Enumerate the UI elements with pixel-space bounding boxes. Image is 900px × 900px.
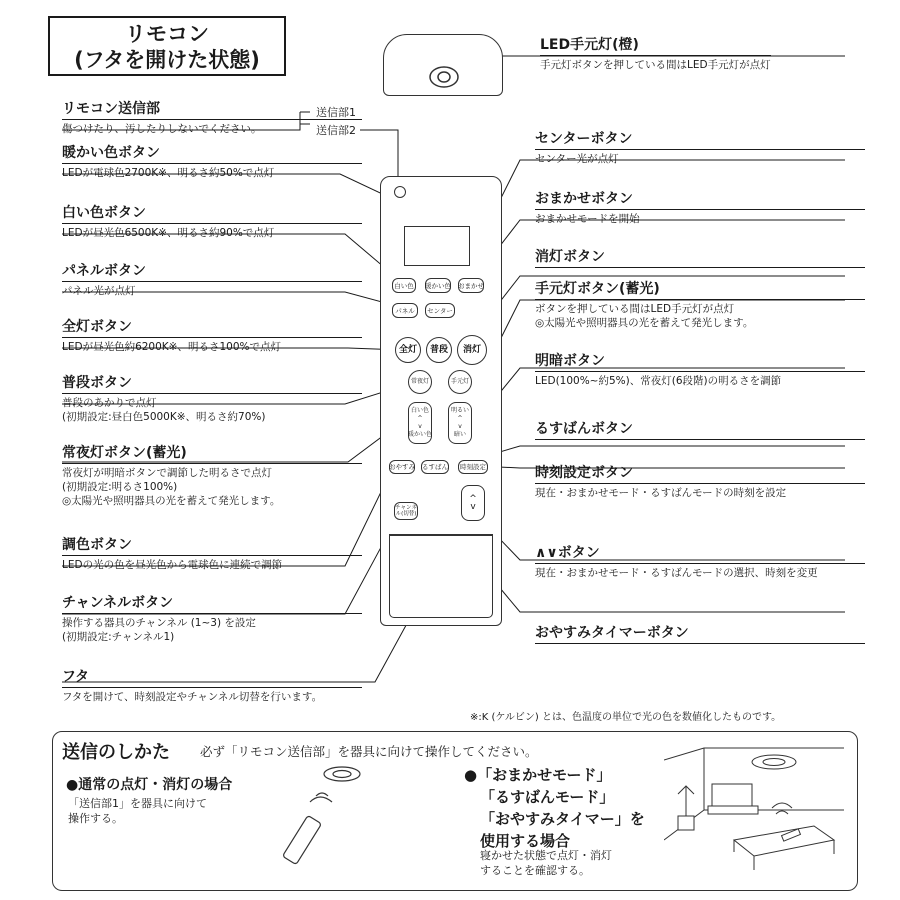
rusuban-button[interactable]: るすばん bbox=[421, 460, 449, 474]
label-desc: センター光が点灯 bbox=[535, 153, 619, 165]
zentou-button[interactable]: 全灯 bbox=[395, 337, 421, 363]
page-title bbox=[48, 16, 286, 76]
led-unit-illustration bbox=[383, 34, 503, 96]
label-led-unit bbox=[540, 36, 771, 72]
case2-title-line: 「るすばんモード」 bbox=[480, 788, 615, 806]
chosei-top-label: 白い色 bbox=[410, 407, 429, 414]
case2-title-line: 「おやすみタイマー」を bbox=[480, 810, 645, 828]
label-desc: 常夜灯が明暗ボタンで調節した明るさで点灯 bbox=[62, 467, 272, 479]
chevron-up-icon: ^ bbox=[457, 415, 463, 422]
oyasumi-button[interactable]: おやすみ bbox=[389, 460, 415, 474]
label-jikoku bbox=[535, 464, 865, 500]
label-desc: (初期設定:昼白色5000K※、明るさ約70%) bbox=[62, 411, 266, 423]
label-desc: LEDの光の色を昼光色から電球色に連続で調節 bbox=[62, 559, 283, 571]
label-chosei bbox=[62, 536, 362, 572]
label-desc: 手元灯ボタンを押している間はLED手元灯が点灯 bbox=[540, 59, 771, 71]
warm-color-button[interactable]: 暖かい色 bbox=[425, 278, 451, 293]
label-desc: (初期設定:明るさ100%) bbox=[62, 481, 178, 493]
case1-title: ●通常の点灯・消灯の場合 bbox=[66, 777, 233, 793]
how-to-title: 送信のしかた bbox=[62, 742, 170, 763]
label-fudan bbox=[62, 374, 362, 424]
label-title: センターボタン bbox=[535, 130, 865, 150]
chevron-up-icon: ^ bbox=[469, 494, 477, 504]
meian-top-label: 明るい bbox=[450, 407, 469, 414]
meian-button[interactable] bbox=[448, 402, 472, 444]
case1-desc: 「送信部1」を器具に向けて 操作する。 bbox=[68, 797, 207, 825]
label-title: 暖かい色ボタン bbox=[62, 144, 362, 164]
remote-lid bbox=[389, 534, 493, 618]
chevron-up-icon: ^ bbox=[417, 415, 423, 422]
remote-display bbox=[404, 226, 470, 266]
label-desc: ◎太陽光や照明器具の光を蓄えて発光します。 bbox=[535, 317, 754, 329]
label-warm-color bbox=[62, 144, 362, 180]
case2-desc-line: 寝かせた状態で点灯・消灯 bbox=[480, 849, 612, 862]
label-desc: LEDが昼光色6500K※、明るさ約90%で点灯 bbox=[62, 227, 275, 239]
label-desc: 普段のあかりで点灯 bbox=[62, 397, 157, 409]
tx1-label: 送信部1 bbox=[316, 106, 356, 119]
label-omakase bbox=[535, 190, 865, 226]
case2-title bbox=[464, 764, 664, 852]
label-title: 全灯ボタン bbox=[62, 318, 362, 338]
label-desc: (初期設定:チャンネル1) bbox=[62, 631, 175, 643]
label-desc: 現在・おまかせモード・るすばんモードの時刻を設定 bbox=[535, 487, 787, 499]
chosei-bottom-label: 暖かい色 bbox=[408, 431, 433, 438]
label-transmitter bbox=[62, 100, 362, 136]
case2-title-line: 使用する場合 bbox=[480, 832, 571, 850]
label-title: 手元灯ボタン(蓄光) bbox=[535, 280, 865, 300]
chevron-down-icon: v bbox=[458, 423, 462, 430]
label-title: 普段ボタン bbox=[62, 374, 362, 394]
footnote: ※:K (ケルビン) とは、色温度の単位で光の色を数値化したものです。 bbox=[470, 712, 782, 723]
label-title: おやすみタイマーボタン bbox=[535, 624, 865, 644]
label-desc: LEDが電球色2700K※、明るさ約50%で点灯 bbox=[62, 167, 275, 179]
case1-illustration bbox=[280, 760, 390, 870]
channel-button[interactable]: チャンネル(切替) bbox=[394, 502, 418, 520]
fudan-button[interactable]: 普段 bbox=[426, 337, 452, 363]
label-center bbox=[535, 130, 865, 166]
meian-bottom-label: 暗い bbox=[453, 431, 466, 438]
label-oyasumi bbox=[535, 624, 865, 644]
label-title: 明暗ボタン bbox=[535, 352, 865, 372]
label-rusuban bbox=[535, 420, 865, 440]
label-desc: ◎太陽光や照明器具の光を蓄えて発光します。 bbox=[62, 495, 281, 507]
label-title: リモコン送信部 bbox=[62, 100, 362, 120]
case2-desc bbox=[480, 848, 680, 878]
case2-title-line: ●「おまかせモード」 bbox=[464, 766, 612, 784]
label-desc: ボタンを押している間はLED手元灯が点灯 bbox=[535, 303, 735, 315]
label-updown bbox=[535, 544, 865, 580]
label-title: 時刻設定ボタン bbox=[535, 464, 865, 484]
label-desc: LED(100%~約5%)、常夜灯(6段階)の明るさを調節 bbox=[535, 375, 782, 387]
label-title: 白い色ボタン bbox=[62, 204, 362, 224]
label-channel bbox=[62, 594, 362, 644]
jikoku-button[interactable]: 時刻設定 bbox=[458, 460, 488, 474]
label-title: LED手元灯(橙) bbox=[540, 36, 771, 56]
joyatou-button[interactable]: 常夜灯 bbox=[408, 370, 432, 394]
panel-button[interactable]: パネル bbox=[392, 303, 418, 318]
label-desc: 傷つけたり、汚したりしないでください。 bbox=[62, 123, 262, 135]
tx2-label: 送信部2 bbox=[316, 124, 356, 137]
label-title: るすばんボタン bbox=[535, 420, 865, 440]
label-shoutou bbox=[535, 248, 865, 268]
shoutou-button[interactable]: 消灯 bbox=[457, 335, 487, 365]
case2-desc-line: することを確認する。 bbox=[480, 864, 590, 877]
updown-button[interactable] bbox=[461, 485, 485, 521]
transmitter-sensor bbox=[394, 186, 406, 198]
white-color-button[interactable]: 白い色 bbox=[392, 278, 416, 293]
label-desc: パネル光が点灯 bbox=[62, 285, 136, 297]
label-meian bbox=[535, 352, 865, 388]
label-title: 消灯ボタン bbox=[535, 248, 865, 268]
label-title: ∧∨ボタン bbox=[535, 544, 865, 564]
label-title: おまかせボタン bbox=[535, 190, 865, 210]
chosei-button[interactable] bbox=[408, 402, 432, 444]
label-title: 常夜灯ボタン(蓄光) bbox=[62, 444, 362, 464]
label-zentou bbox=[62, 318, 362, 354]
label-title: チャンネルボタン bbox=[62, 594, 362, 614]
label-joyatou bbox=[62, 444, 362, 508]
label-desc: おまかせモードを開始 bbox=[535, 213, 640, 225]
label-desc: フタを開けて、時刻設定やチャンネル切替を行います。 bbox=[62, 691, 323, 703]
chevron-down-icon: v bbox=[418, 423, 422, 430]
omakase-button[interactable]: おまかせ bbox=[458, 278, 484, 293]
label-title: 調色ボタン bbox=[62, 536, 362, 556]
label-temoto bbox=[535, 280, 865, 330]
temoto-button[interactable]: 手元灯 bbox=[448, 370, 472, 394]
label-white-color bbox=[62, 204, 362, 240]
case2-room-illustration bbox=[664, 740, 844, 880]
title-line2: (フタを開けた状態) bbox=[74, 48, 260, 72]
label-panel bbox=[62, 262, 362, 298]
label-desc: 現在・おまかせモード・るすばんモードの選択、時刻を変更 bbox=[535, 567, 818, 579]
how-to-subtitle: 必ず「リモコン送信部」を器具に向けて操作してください。 bbox=[200, 744, 538, 759]
label-title: パネルボタン bbox=[62, 262, 362, 282]
chevron-down-icon: v bbox=[470, 502, 476, 512]
title-line1: リモコン bbox=[125, 22, 209, 46]
label-lid bbox=[62, 668, 362, 704]
center-button[interactable]: センター bbox=[425, 303, 455, 318]
label-desc: 操作する器具のチャンネル (1~3) を設定 bbox=[62, 617, 256, 629]
label-desc: LEDが昼光色約6200K※、明るさ100%で点灯 bbox=[62, 341, 281, 353]
label-title: フタ bbox=[62, 668, 362, 688]
